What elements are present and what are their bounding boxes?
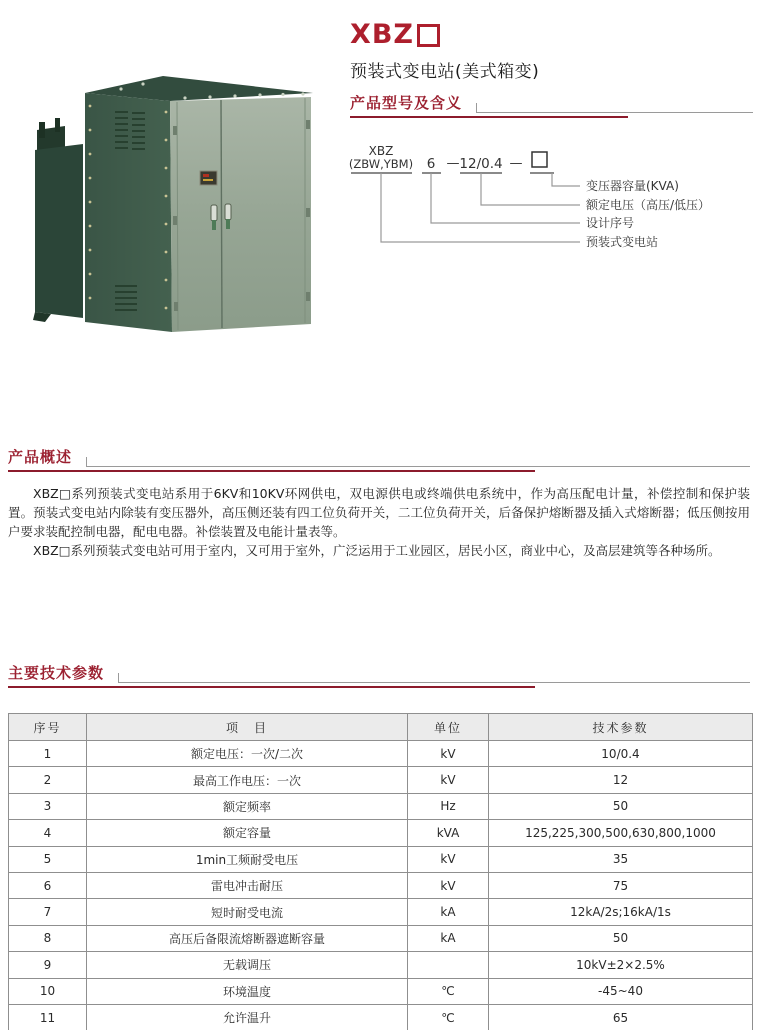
section-red-rule (8, 686, 535, 688)
model-rated-voltage: 12/0.4 (459, 156, 503, 172)
cell-unit: kA (408, 899, 489, 925)
cell-value: 12 (489, 767, 753, 793)
col-header-no: 序号 (9, 714, 87, 741)
cell-item: 额定频率 (87, 793, 408, 819)
cell-no: 6 (9, 872, 87, 898)
col-header-unit: 单位 (408, 714, 489, 741)
cell-no: 11 (9, 1004, 87, 1030)
section-red-rule (8, 470, 535, 472)
table-row (9, 925, 753, 951)
cell-no: 1 (9, 741, 87, 767)
col-header-item: 项 目 (87, 714, 408, 741)
diagram-connectors (381, 173, 580, 242)
table-row (9, 952, 753, 978)
table-row (9, 767, 753, 793)
cell-no: 8 (9, 925, 87, 951)
product-series-title: XBZ (350, 19, 414, 50)
section-tick-line (86, 457, 750, 467)
col-header-value: 技术参数 (489, 714, 753, 741)
model-section-title: 产品型号及含义 (350, 94, 463, 112)
cell-unit: ℃ (408, 1004, 489, 1030)
product-photo (25, 60, 340, 362)
cell-unit: kVA (408, 820, 489, 846)
brand-row (350, 20, 753, 50)
cell-no: 2 (9, 767, 87, 793)
transformer-cabinet-illustration (25, 60, 340, 362)
cabinet-front-doors (170, 97, 311, 332)
cell-item: 高压后备限流熔断器遮断容量 (87, 925, 408, 951)
cell-unit: ℃ (408, 978, 489, 1004)
title-placeholder-box-icon (417, 24, 440, 47)
cell-unit: kV (408, 872, 489, 898)
section-tick-line (476, 103, 753, 113)
cell-no: 7 (9, 899, 87, 925)
cell-value: -45~40 (489, 978, 753, 1004)
cell-unit: kV (408, 846, 489, 872)
model-series-code: XBZ (368, 144, 394, 158)
cell-item: 额定电压：一次/二次 (87, 741, 408, 767)
section-tick-line (118, 673, 750, 683)
cell-item: 允许温升 (87, 1004, 408, 1030)
cell-item: 雷电冲击耐压 (87, 872, 408, 898)
model-separator-2: — (509, 156, 523, 171)
diagram-label-voltage: 额定电压（高压/低压） (586, 198, 711, 212)
cell-item: 1min工频耐受电压 (87, 846, 408, 872)
model-separator-1: — (446, 156, 460, 171)
overview-paragraph-2: XBZ□系列预装式变电站可用于室内，又可用于室外，广泛运用于工业园区，居民小区，商业中心，及高层建筑等各种场所。 (33, 543, 721, 558)
cell-unit: Hz (408, 793, 489, 819)
model-diagram-svg (348, 142, 758, 257)
params-section-header (8, 664, 750, 683)
overview-section-title: 产品概述 (8, 448, 73, 466)
overview-section-header (8, 448, 750, 467)
table-row (9, 1004, 753, 1030)
capacity-placeholder-box-icon (532, 152, 547, 167)
cell-unit: kA (408, 925, 489, 951)
cell-no: 4 (9, 820, 87, 846)
cell-no: 9 (9, 952, 87, 978)
transformer-tank (33, 118, 83, 322)
overview-paragraphs (8, 484, 750, 560)
cell-item: 短时耐受电流 (87, 899, 408, 925)
cell-value: 50 (489, 925, 753, 951)
diagram-label-substation: 预装式变电站 (586, 235, 659, 249)
header-block (350, 20, 753, 118)
cell-value: 75 (489, 872, 753, 898)
model-section-header (350, 94, 753, 113)
cell-no: 10 (9, 978, 87, 1004)
diagram-label-serial: 设计序号 (586, 216, 635, 230)
product-subtitle: 预装式变电站(美式箱变) (350, 62, 540, 82)
cell-value: 12kA/2s;16kA/1s (489, 899, 753, 925)
table-row (9, 872, 753, 898)
table-row (9, 846, 753, 872)
overview-paragraph-1: XBZ□系列预装式变电站系用于6KV和10KV环网供电，双电源供电或终端供电系统中，作为高压配电计量，补偿控制和保护装置。预装式变电站内除装有变压器外，高压侧还装有四工位负荷开关，二工位负荷开关，后备保护熔断器及插入式熔断器；低压侧按用户要求装配控制电器，配电电器。补偿装置及电能计量表等。 (8, 486, 750, 539)
table-row (9, 899, 753, 925)
cell-item: 额定容量 (87, 820, 408, 846)
cabinet-side-panel (85, 93, 172, 332)
cell-value: 10/0.4 (489, 741, 753, 767)
table-row (9, 793, 753, 819)
cell-no: 5 (9, 846, 87, 872)
cell-value: 65 (489, 1004, 753, 1030)
door-nameplate (200, 171, 217, 185)
table-header-row (9, 714, 753, 741)
cell-item: 最高工作电压：一次 (87, 767, 408, 793)
overview-section (8, 448, 750, 560)
diagram-label-capacity: 变压器容量(KVA) (586, 179, 679, 193)
model-design-serial: 6 (426, 156, 436, 172)
cell-value: 35 (489, 846, 753, 872)
cell-value: 50 (489, 793, 753, 819)
table-row (9, 741, 753, 767)
cell-no: 3 (9, 793, 87, 819)
cell-unit: kV (408, 767, 489, 793)
cell-unit (408, 952, 489, 978)
params-section-title: 主要技术参数 (8, 664, 105, 682)
technical-parameters-table (8, 713, 753, 1030)
cell-value: 125,225,300,500,630,800,1000 (489, 820, 753, 846)
cell-value: 10kV±2×2.5% (489, 952, 753, 978)
table-row (9, 978, 753, 1004)
model-series-variants: (ZBW,YBM) (348, 157, 414, 171)
cell-item: 无载调压 (87, 952, 408, 978)
cell-item: 环境温度 (87, 978, 408, 1004)
section-red-rule (350, 116, 628, 118)
model-designation-diagram (348, 142, 758, 257)
table-row (9, 820, 753, 846)
cell-unit: kV (408, 741, 489, 767)
params-section (8, 664, 750, 1030)
